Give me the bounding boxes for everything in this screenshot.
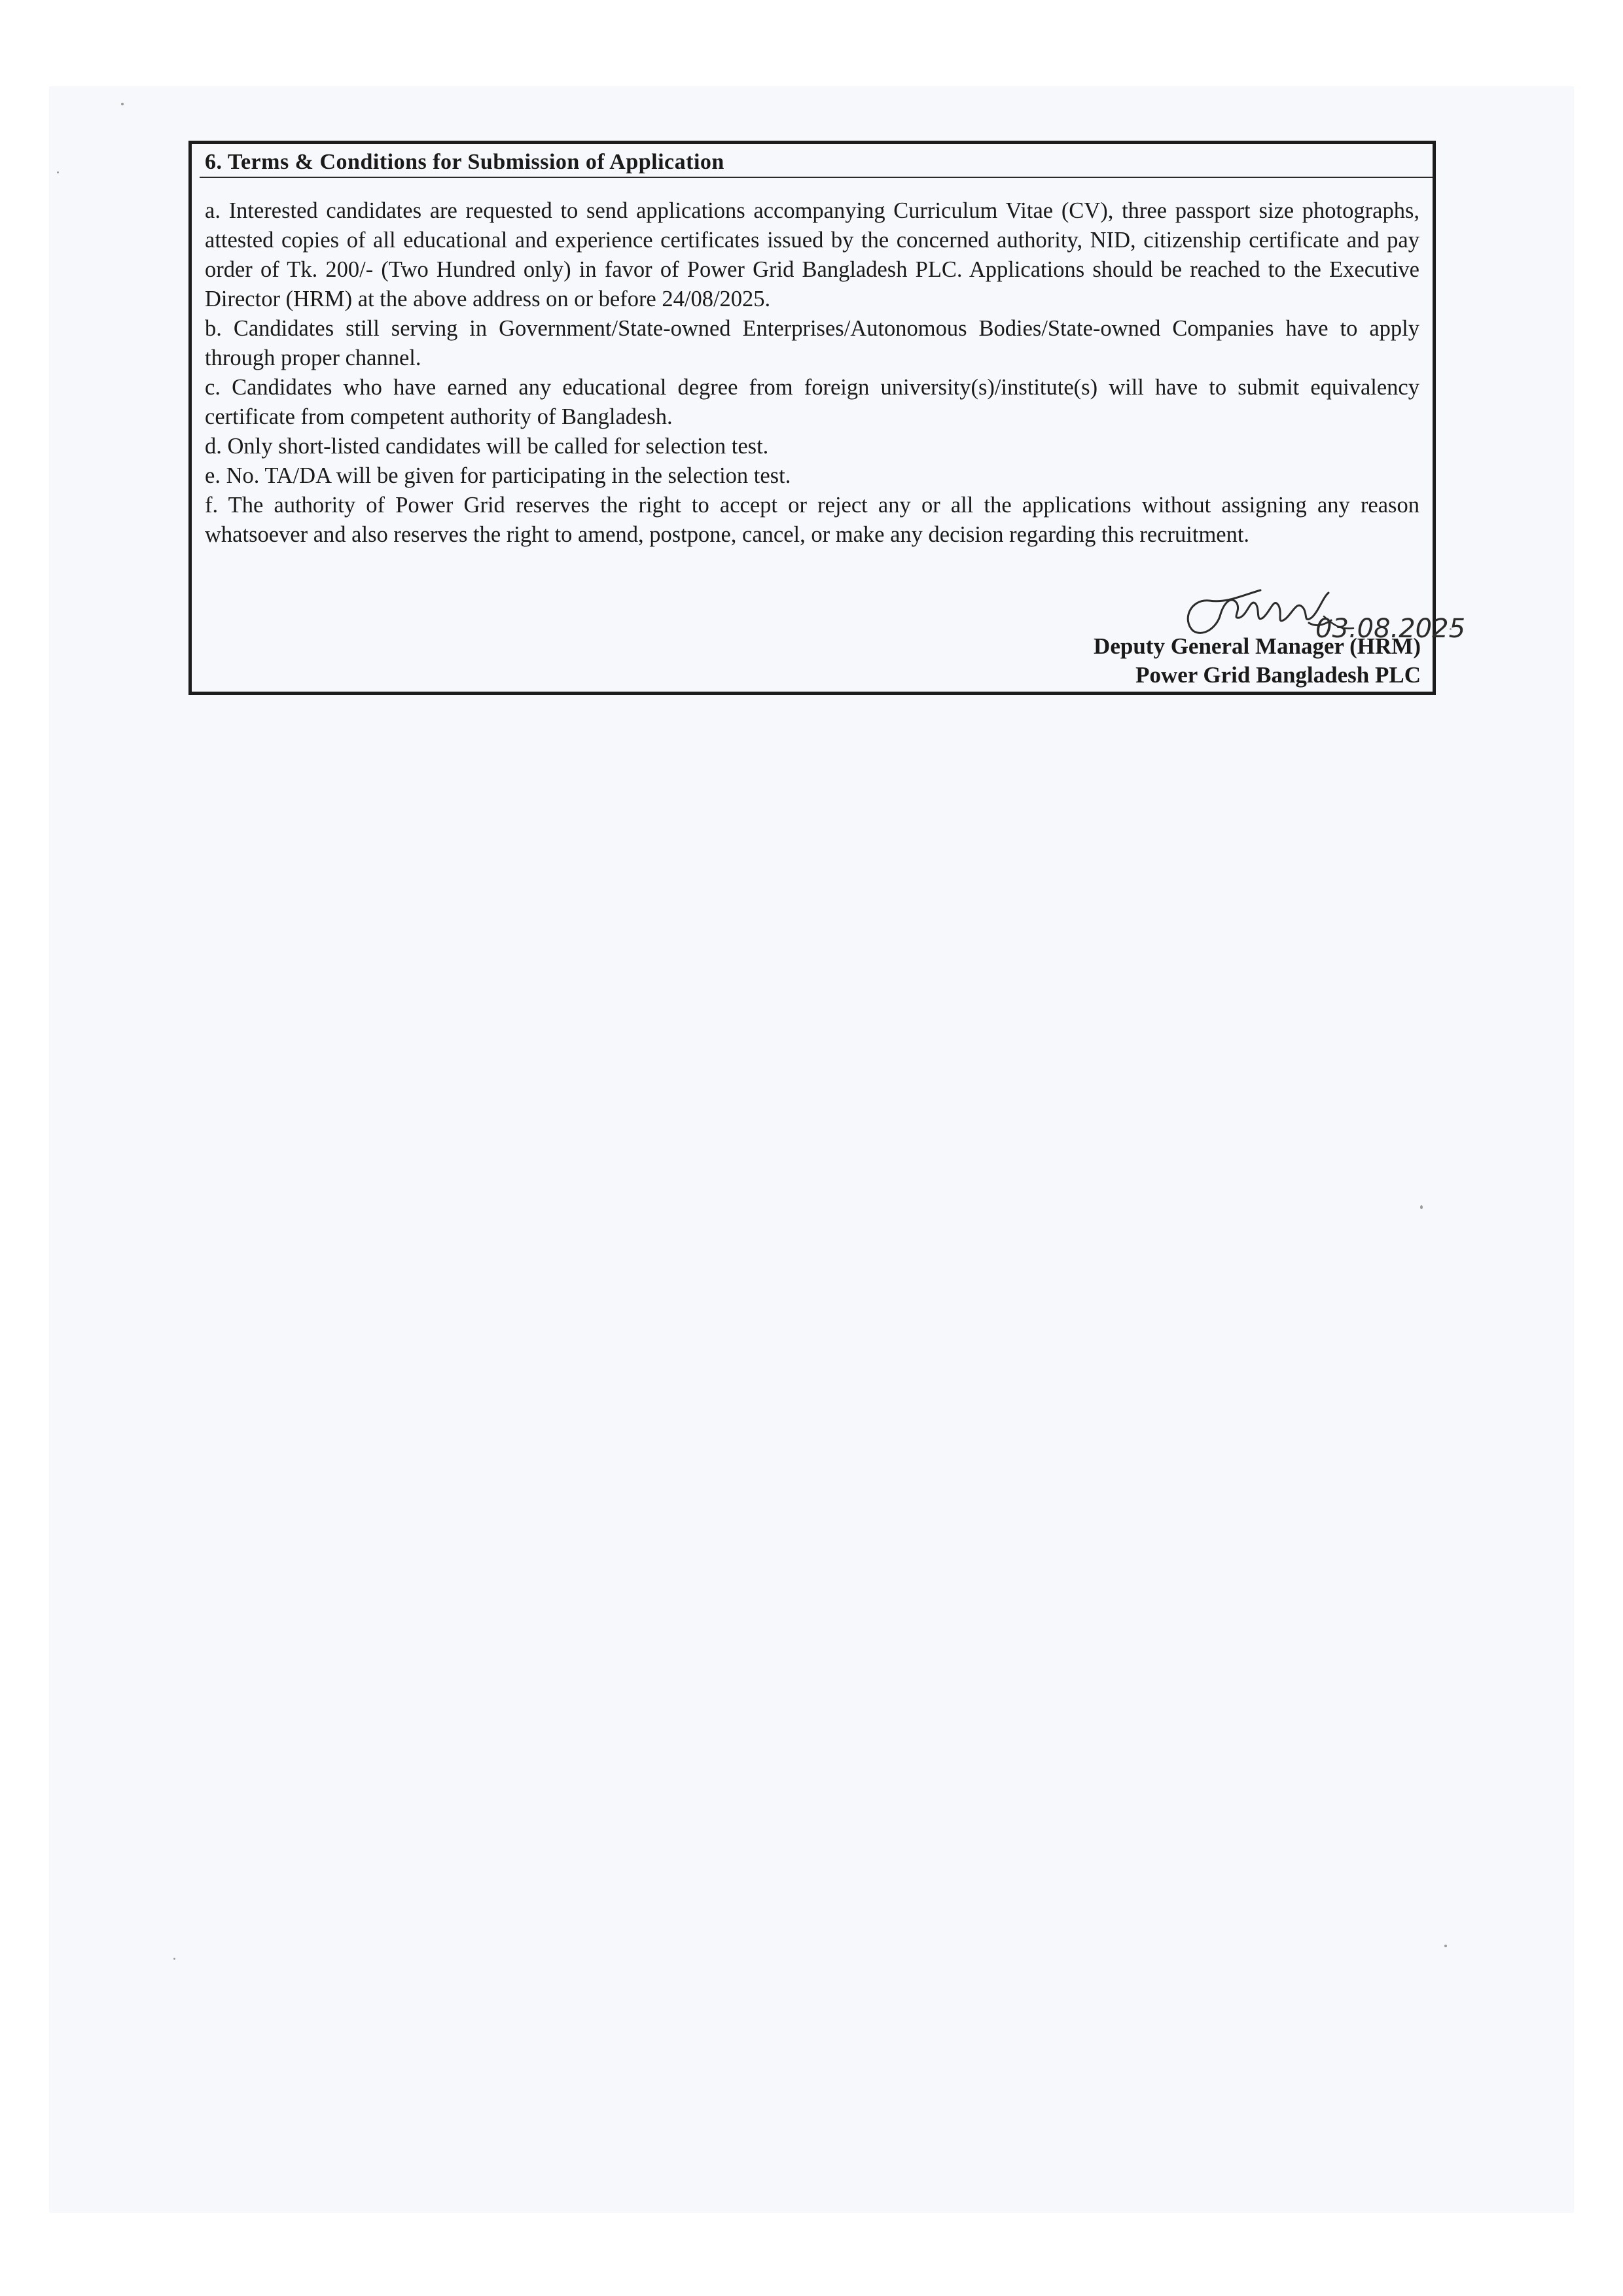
terms-conditions-box bbox=[188, 141, 1466, 695]
scan-speck bbox=[121, 103, 124, 105]
section-title: 6. Terms & Conditions for Submission of Application bbox=[205, 150, 724, 174]
scan-speck bbox=[1444, 1945, 1447, 1947]
clause-e: e. No. TA/DA will be given for participating in the selection test. bbox=[205, 463, 791, 488]
signatory-organization: Power Grid Bangladesh PLC bbox=[1135, 662, 1421, 688]
clause-f: f. The authority of Power Grid reserves the right to accept or reject any or all the applications without assigning any reason whatsoever and also reserves the right to amend, postpone, cancel, or make any decision regarding this recruitment. bbox=[205, 493, 1419, 547]
clause-a: a. Interested candidates are requested to send applications accompanying Curriculum Vitae (CV), three passport size photographs, attested copies of all educational and experience certificates issued by the concerned authority, NID, citizenship certificate and pay order of Tk. 200/- (Two Hundred only) in favor of Power Grid Bangladesh PLC. Applications should be reached to the Executive Director (HRM) at the above address on or before 24/08/2025. bbox=[205, 198, 1419, 311]
clause-d: d. Only short-listed candidates will be called for selection test. bbox=[205, 434, 769, 459]
clause-b: b. Candidates still serving in Government/State-owned Enterprises/Autonomous Bodies/State-owned Companies have to apply through proper channel. bbox=[205, 316, 1419, 370]
title-divider bbox=[200, 177, 1433, 178]
signature-date: 03.08.2025 bbox=[1315, 614, 1466, 644]
scan-speck bbox=[173, 1958, 175, 1960]
terms-list bbox=[205, 196, 1419, 550]
signatory-designation: Deputy General Manager (HRM) bbox=[1094, 633, 1421, 659]
clause-c: c. Candidates who have earned any educational degree from foreign university(s)/institute(s) will have to submit equivalency certificate from competent authority of Bangladesh. bbox=[205, 375, 1419, 429]
scan-speck bbox=[57, 171, 59, 173]
signatory-block bbox=[1094, 632, 1421, 690]
scan-speck bbox=[1420, 1205, 1423, 1209]
